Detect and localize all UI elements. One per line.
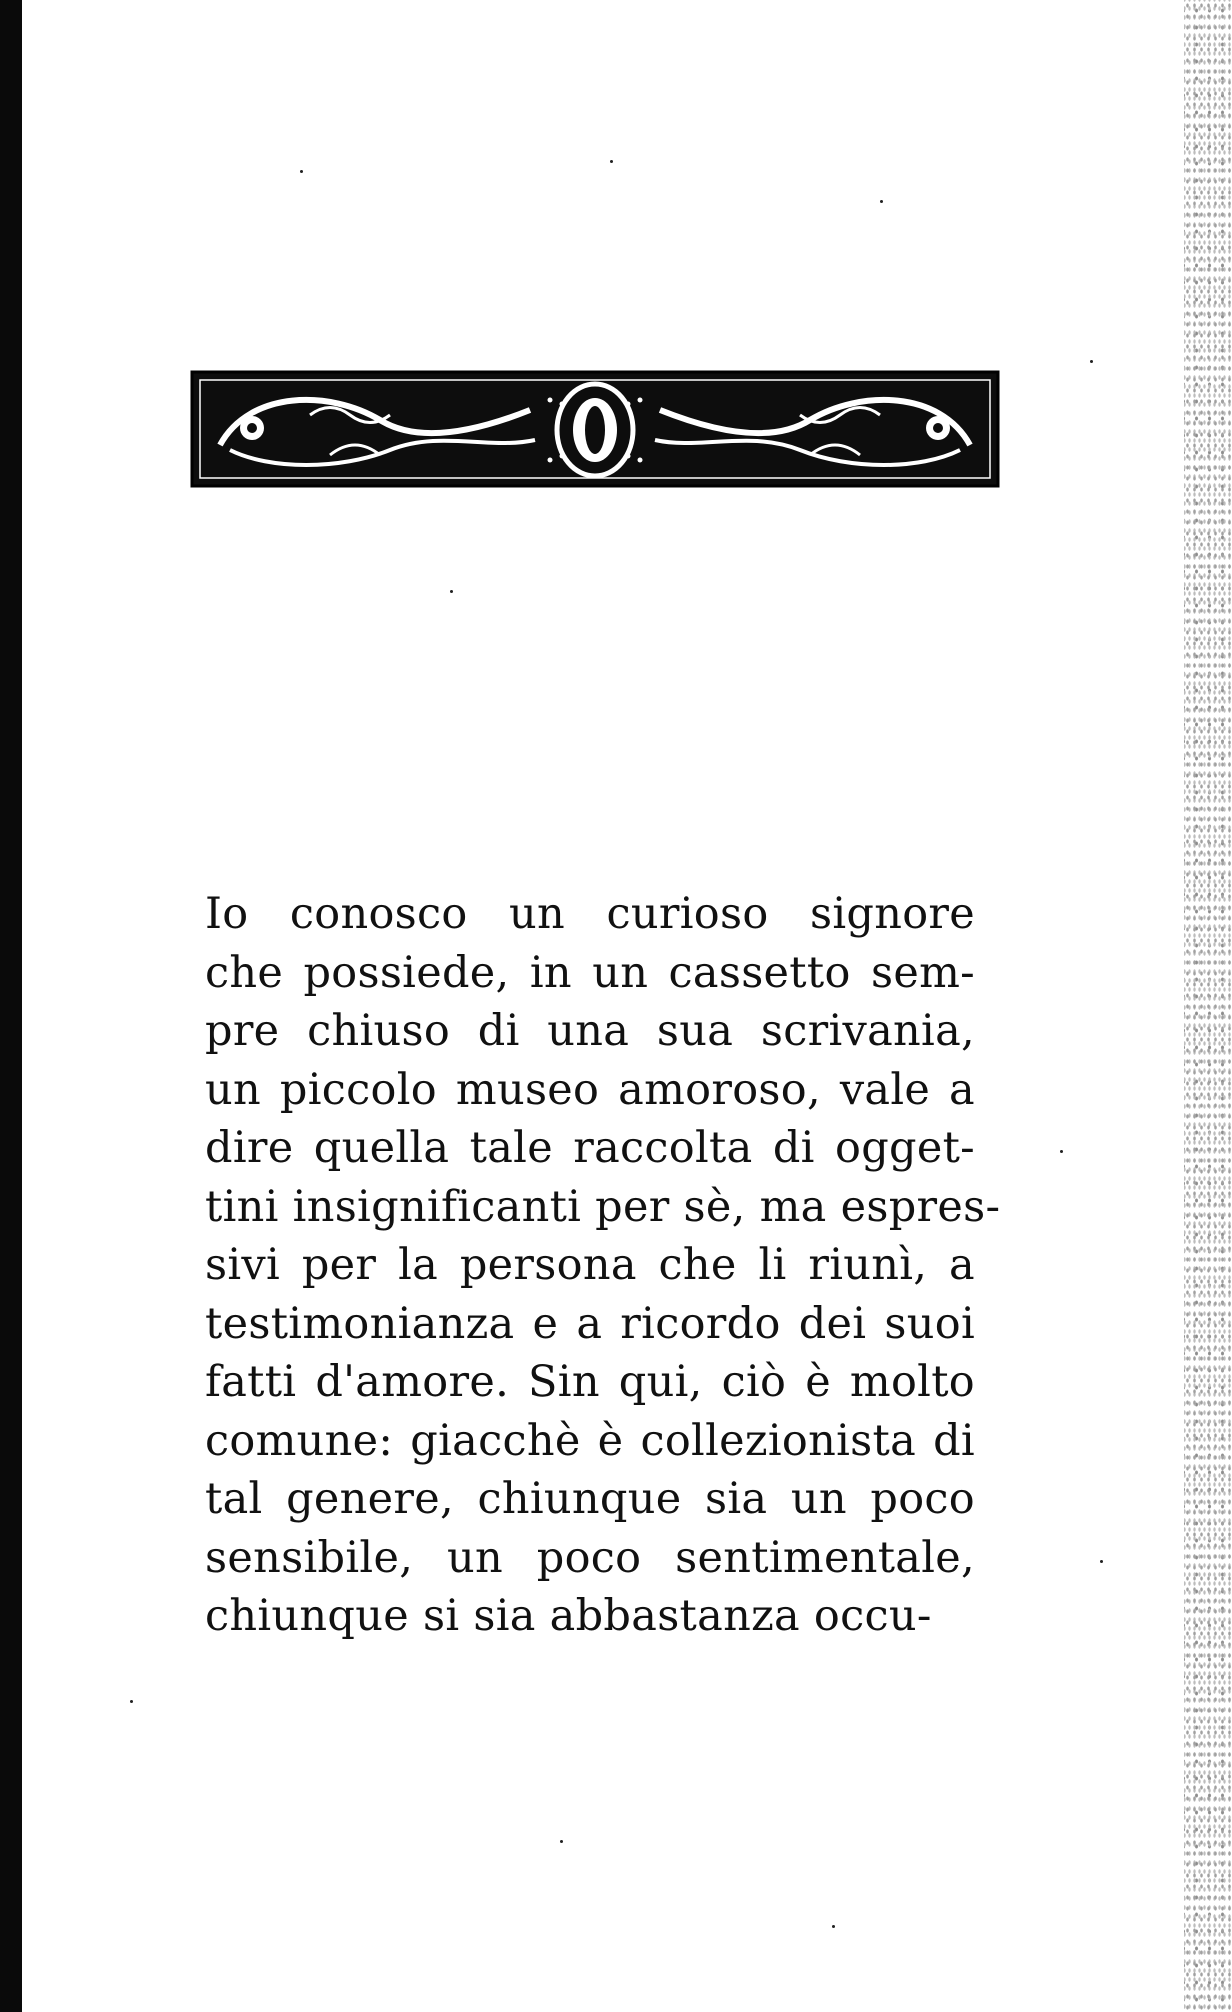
paper-speck — [1090, 360, 1093, 363]
text-line: testimonianza e a ricordo dei suoi — [205, 1298, 975, 1349]
paper-speck — [560, 1840, 563, 1843]
paper-speck — [880, 200, 883, 203]
page-edge-noise — [1184, 0, 1232, 2012]
paper-speck — [300, 170, 303, 173]
text-line: fatti d'amore. Sin qui, ciò è molto — [205, 1357, 975, 1407]
text-line: sivi per la persona che li riunì, a — [205, 1240, 975, 1290]
book-spine-shadow — [0, 0, 22, 2012]
body-text — [205, 885, 1001, 1646]
text-line: che possiede, in un cassetto sem- — [205, 947, 975, 998]
text-line: sensibile, un poco sentimentale, — [205, 1532, 975, 1583]
text-line: tini insignificanti per sè, ma espres- — [205, 1181, 1001, 1232]
paper-speck — [1100, 1560, 1103, 1563]
text-line: tal genere, chiunque sia un poco — [205, 1474, 975, 1524]
text-line: pre chiuso di una sua scrivania, — [205, 1006, 975, 1056]
text-line: un piccolo museo amoroso, vale a — [205, 1064, 975, 1115]
paper-speck — [450, 590, 453, 593]
text-line: chiunque si sia abbastanza occu- — [205, 1591, 932, 1641]
paper-speck — [1060, 1150, 1063, 1153]
text-line: comune: giacchè è collezionista di — [205, 1415, 975, 1466]
paper-speck — [130, 1700, 133, 1703]
text-line: dire quella tale raccolta di ogget- — [205, 1123, 975, 1173]
paper-speck — [832, 1925, 835, 1928]
paper-speck — [610, 160, 613, 163]
text-line: Io conosco un curioso signore — [205, 889, 975, 939]
decorative-headpiece — [190, 370, 1000, 488]
